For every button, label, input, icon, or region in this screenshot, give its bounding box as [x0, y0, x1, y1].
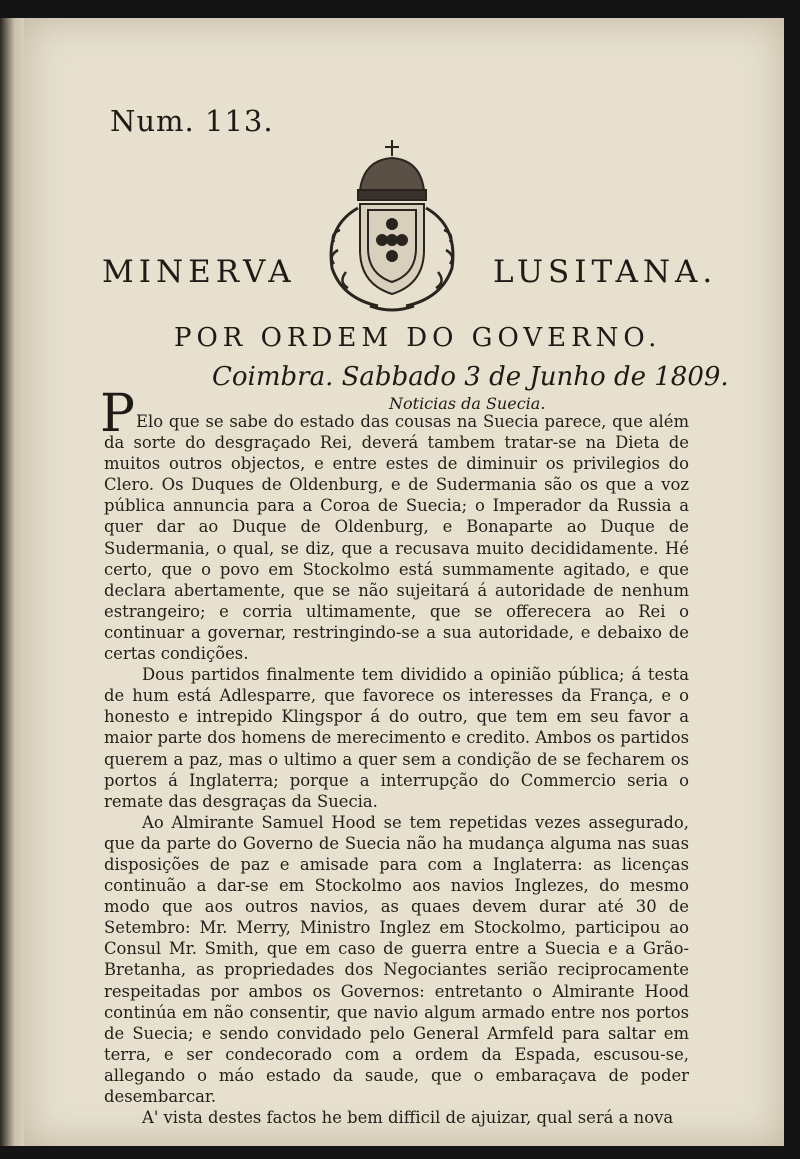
royal-crest-icon — [320, 138, 464, 318]
drop-cap: P — [100, 384, 135, 444]
dateline: Coimbra. Sabbado 3 de Junho de 1809. — [212, 362, 729, 392]
masthead-title-right: LUSITANA. — [493, 254, 718, 290]
section-heading: Noticias da Suecia. — [389, 394, 546, 413]
article-body — [104, 411, 689, 1128]
paragraph-4: A' vista destes factos he bem difficil de ajuizar, qual será a nova — [142, 1108, 674, 1128]
masthead-subtitle: POR ORDEM DO GOVERNO. — [174, 323, 662, 353]
paragraph-2: Dous partidos finalmente tem dividido a opinião pública; á testa de hum está Adlesparre, que favorece os interesses da França, e o honesto e intrepido Klingspor á do outro, que tem em seu favor a maior parte dos homens de merecimento e credito. Ambos os partidos querem a paz, mas o ultimo a quer sem a condição de se fecharem os portos á Inglaterra; porque a interrupção do Commercio seria o remate das desgraças da Suecia. — [104, 665, 689, 811]
facing-page-edge — [0, 18, 24, 1146]
masthead-title-left: MINERVA — [102, 254, 296, 290]
paragraph-3: Ao Almirante Samuel Hood se tem repetidas vezes assegurado, que da parte do Governo de Suecia não ha mudança alguma nas suas disposições de paz e amisade para com a Inglaterra: as licenças continuão a dar-se em Stockolmo aos navios Inglezes, do mesmo modo que aos outros navios, as quaes devem durar até 30 de Setembro: Mr. Merry, Ministro Inglez em Stockolmo, participou ao Consul Mr. Smith, que em caso de guerra entre a Suecia e a Grão-Bretanha, as propriedades dos Negociantes serião reciprocamente respeitadas por ambos os Governos: entretanto o Almirante Hood continúa em não consentir, que navio algum armado entre nos portos de Suecia; e sendo convidado pelo General Armfeld para saltar em terra, e ser condecorado com a ordem da Espada, escusou-se, allegando o máo estado da saude, que o embaraçava de poder desembarcar. — [104, 812, 689, 1106]
paragraph-1: Elo que se sabe do estado das cousas na Suecia parece, que além da sorte do desgraçado Rei, deverá tambem tratar-se na Dieta de muitos outros objectos, e entre estes de diminuir os privilegios do Clero. Os Duques de Oldenburg, e de Sudermania são os que a voz pública annuncia para a Coroa de Suecia; o Imperador da Russia a quer dar ao Duque de Oldenburg, e Bonaparte ao Duque de Sudermania, o qual, se diz, que a recusava muito decididamente. Hé certo, que o povo em Stockolmo está summamente agitado, e que declara abertamente, que se não sujeitará á autoridade de nenhum estrangeiro; e corria ultimamente, que se offerecera ao Rei o continuar a governar, restringindo-se a sua autoridade, e debaixo de certas condições. — [104, 412, 689, 664]
issue-number: Num. 113. — [110, 104, 274, 138]
newspaper-page — [24, 18, 784, 1146]
